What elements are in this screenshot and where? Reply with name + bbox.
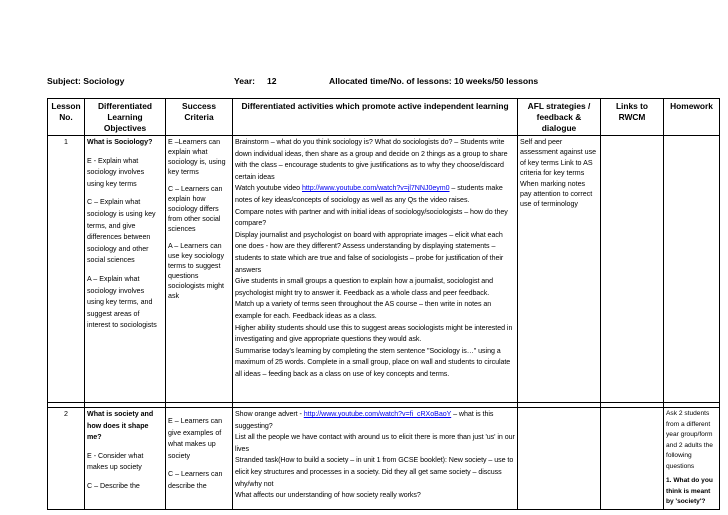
objectives-cell bbox=[85, 408, 166, 510]
activity-video-pre: Watch youtube video bbox=[235, 184, 302, 193]
col-criteria: Success Criteria bbox=[166, 99, 233, 136]
objective-c: C – Explain what sociology is using key terms, and give differences between sociology and other social sciences bbox=[87, 198, 156, 265]
homework-cell bbox=[664, 136, 720, 403]
criteria-e: E – Learners can give examples of what makes up society bbox=[168, 417, 223, 460]
activity-advert-pre: Show orange advert - bbox=[235, 410, 304, 418]
criteria-cell bbox=[166, 408, 233, 510]
activity-affects: What affects our understanding of how society really works? bbox=[235, 491, 421, 500]
year-label: Year: bbox=[234, 76, 256, 86]
rwcm-cell bbox=[601, 136, 664, 403]
activity-higher: Higher ability students should use this to suggest areas sociologists might be interested in investigating and give appropriate questions they would ask. bbox=[235, 323, 513, 344]
objective-e: E - Explain what sociology involves using key terms bbox=[87, 156, 145, 188]
lesson-title: What is Sociology? bbox=[87, 138, 153, 146]
table-row bbox=[48, 408, 720, 510]
col-rwcm: Links to RWCM bbox=[601, 99, 664, 136]
activity-summarise: Summarise today's learning by completing the stem sentence "Sociology is…" using a maximum of 25 words. Complete in a small group, place on wall and students to circulate all ideas – feeding back as a class on use of key concepts and terms. bbox=[235, 346, 511, 378]
criteria-c: C – Learners can explain how sociology differs from other social sciences bbox=[168, 185, 223, 233]
col-afl: AFL strategies / feedback & dialogue bbox=[518, 99, 601, 136]
homework-question: 1. What do you think is meant by 'society'? bbox=[666, 477, 713, 505]
activities-cell bbox=[233, 408, 518, 510]
afl-cell bbox=[518, 136, 601, 403]
col-objectives: Differentiated Learning Objectives bbox=[85, 99, 166, 136]
lesson-number: 2 bbox=[48, 408, 85, 510]
criteria-e: E –Learners can explain what sociology is, using key terms bbox=[168, 138, 226, 176]
rwcm-cell bbox=[601, 408, 664, 510]
activity-match: Match up a variety of terms seen throughout the AS course – then write in notes an example for each. Feedback ideas as a class. bbox=[235, 300, 492, 320]
allocation-label: Allocated time/No. of lessons: 10 weeks/50 lessons bbox=[329, 76, 539, 86]
activities-cell bbox=[233, 136, 518, 403]
afl-cell bbox=[518, 408, 601, 510]
advert-link[interactable]: http://www.youtube.com/watch?v=fi_cRXoBaoY bbox=[303, 410, 452, 418]
activity-advert-post: – what is this suggesting? bbox=[235, 410, 494, 430]
activity-compare: Compare notes with partner and with initial ideas of sociology/sociologists – how do they compare? bbox=[235, 207, 508, 228]
col-homework: Homework bbox=[664, 99, 720, 136]
video-link[interactable]: http://www.youtube.com/watch?v=jl7NNJ0eym0 bbox=[301, 184, 450, 193]
criteria-cell bbox=[166, 136, 233, 403]
activity-groups: Give students in small groups a question to explain how a journalist, sociologist and psychologist might try to answer it. Feedback as a whole class and peer feedback. bbox=[235, 277, 493, 297]
objective-c: C – Describe the bbox=[87, 481, 140, 490]
subject-label: Subject: Sociology bbox=[47, 76, 125, 86]
year-value: 12 bbox=[267, 76, 277, 86]
lesson-number: 1 bbox=[48, 136, 85, 403]
activity-video-post: – students make notes of key ideas/concepts of sociology as well as any Qs the video raises. bbox=[235, 184, 503, 204]
objective-a: A – Explain what sociology involves using key terms, and suggest areas of interest to sociologists bbox=[87, 274, 157, 330]
activity-stranded: Stranded task(How to build a society – in unit 1 from GCSE booklet): New society – use to elicit key structures and processes in a society. Did they all get same society – discuss why/why not bbox=[235, 456, 514, 488]
objective-e: E - Consider what makes up society bbox=[87, 451, 144, 472]
lesson-title: What is society and how does it shape me? bbox=[87, 410, 154, 442]
activity-list-people: List all the people we have contact with around us to elicit there is more than just 'us' in our lives bbox=[235, 433, 515, 453]
lesson-plan-table bbox=[47, 98, 720, 510]
col-lesson: Lesson No. bbox=[48, 99, 85, 136]
table-row bbox=[48, 136, 720, 403]
homework-instruction: Ask 2 students from a different year group/form and 2 adults the following questions bbox=[666, 410, 713, 470]
activity-advert bbox=[235, 409, 515, 432]
afl-text: Self and peer assessment against use of key terms Link to AS criteria for key terms When marking notes pay attention to correct use of terminology bbox=[520, 138, 597, 209]
activity-display: Display journalist and psychologist on board with appropriate images – elicit what each one does - how are they different? Assess understanding by displaying statements – students to state which are true and false of sociologists – probe for justification of their answers bbox=[235, 230, 504, 274]
criteria-a: A – Learners can use key sociology terms to suggest questions sociologists might ask bbox=[168, 242, 224, 300]
criteria-c: C – Learners can describe the bbox=[168, 470, 223, 490]
objectives-cell bbox=[85, 136, 166, 403]
col-activities: Differentiated activities which promote active independent learning bbox=[233, 99, 518, 136]
homework-cell bbox=[664, 408, 720, 510]
activity-brainstorm: Brainstorm – what do you think sociology is? What do sociologists do? – Students write down individual ideas, then share as a group and decide on 2 things as a group to share with the class – encourage students to give justifications as to why they choose/discard certain ideas bbox=[235, 138, 508, 181]
activity-video bbox=[235, 183, 515, 206]
table-header-row bbox=[48, 99, 720, 136]
